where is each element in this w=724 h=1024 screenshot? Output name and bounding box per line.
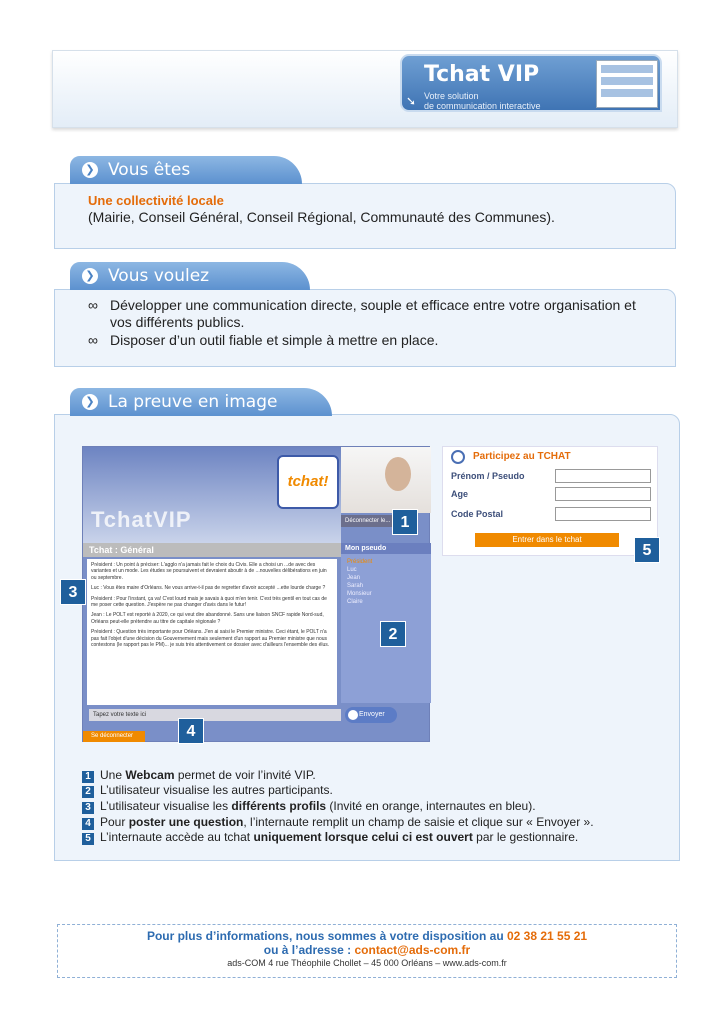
legend-text: L’internaute accède au tchat (100, 830, 254, 844)
chat-input[interactable]: Tapez votre texte ici (89, 709, 341, 721)
legend-4 (82, 815, 594, 830)
legend-text: (Invité en orange, internautes en bleu). (326, 799, 536, 813)
pseudo-label: Prénom / Pseudo (451, 471, 525, 481)
footer-text: Pour plus d’informations, nous sommes à votre disposition au (146, 929, 507, 943)
heading-text: Vous êtes (108, 160, 191, 180)
bubble-text: tchat! (287, 473, 329, 490)
legend-number: 5 (82, 833, 94, 845)
send-label: Envoyer (359, 711, 385, 718)
legend-text: permet de voir l’invité VIP. (174, 768, 316, 782)
brand-sub1: Votre solution (424, 91, 479, 101)
chevron-right-icon: ❯ (82, 268, 98, 284)
age-label: Age (451, 489, 469, 499)
logout-button[interactable]: Se déconnecter (83, 731, 145, 742)
footer-box (57, 924, 677, 978)
legend-3 (82, 799, 536, 814)
brand-title: Tchat VIP (424, 62, 540, 87)
heading-text: Vous voulez (108, 266, 210, 286)
form-title: Participez au TCHAT (473, 451, 571, 462)
send-button[interactable] (345, 707, 397, 723)
postal-input[interactable] (555, 507, 651, 521)
bullet-1-line1: Développer une communication directe, souple et efficace entre votre organisation et (110, 297, 636, 313)
pseudo-item[interactable]: Monsieur (347, 591, 372, 597)
legend-number: 3 (82, 802, 94, 814)
speech-bubble (277, 455, 339, 509)
chevron-right-icon: ❯ (82, 162, 98, 178)
age-input[interactable] (555, 487, 651, 501)
legend-text: par le gestionnaire. (472, 830, 579, 844)
form-title-row (473, 451, 571, 462)
legend-2 (82, 783, 333, 798)
legend-text: Une (100, 768, 126, 782)
pseudo-item[interactable]: Président (347, 559, 373, 565)
chat-message: Jean : Le POLT est reporté à 2020, ce qui veut dire abandonné. Sans une liaison SNCF rapide Nord-sud, Orléans peut-elle prétendre au titre de capitale régionale ? (91, 612, 324, 625)
legend-number: 2 (82, 786, 94, 798)
bullet-2 (88, 332, 668, 350)
chat-message: Président : Question très importante pour Orléans. J'en ai saisi le Premier ministre. Ceci étant, le POLT n'a pas fait l'objet d'une décision du Gouvernement mais seulement d'un rapport au Premier ministre que nous contestons (le rapport pas le PM)... je suis très attentivement ce dossier avec d'ailleurs l'ensemble des élus. (91, 629, 330, 649)
legend-text: L’utilisateur visualise les (100, 799, 232, 813)
tchat-vip-logo (400, 54, 662, 112)
chat-messages (87, 559, 337, 705)
marker-5: 5 (634, 537, 660, 563)
arrow-icon: ➘ (406, 94, 417, 108)
brand-sub2: de communication interactive (424, 101, 541, 111)
chevron-right-icon: ❯ (82, 394, 98, 410)
footer-phone: 02 38 21 55 21 (506, 929, 588, 943)
footer-email[interactable]: contact@ads-com.fr (354, 943, 471, 957)
webcam-image (341, 447, 431, 513)
section-title-preuve (70, 388, 332, 416)
postal-label: Code Postal (451, 509, 504, 519)
thumbnail-image (596, 60, 658, 108)
shot-disconnect-button[interactable]: Déconnecter le... (341, 515, 401, 527)
infinity-bullet-icon: ∞ (88, 332, 98, 348)
footer-address: ads-COM 4 rue Théophile Chollet – 45 000 Orléans – www.ads-com.fr (227, 958, 507, 968)
bullet-1-line2: vos différents publics. (110, 314, 245, 330)
chat-message: Luc : Vous êtes maire d'Orléans. Ne vous arrive-t-il pas de regretter d'avoir accepté ...ette lourde charge ? (91, 585, 326, 592)
legend-bold: poster une question (128, 815, 244, 829)
marker-3: 3 (60, 579, 86, 605)
chat-message: Président : Un point à préciser: L'agglo n'a jamais fait le choix du Civis. Elle a choisi un ...de avec des variantes et un mode. Les études se poursuivent et devraient aboutir à de ...nouvelles délibérations en juin ou septembre. (91, 562, 327, 581)
legend-text: , l’internaute remplit un champ de saisie et clique sur « Envoyer ». (243, 815, 594, 829)
legend-text: Pour (100, 815, 129, 829)
legend-5 (82, 830, 578, 845)
pseudo-item[interactable]: Claire (347, 599, 363, 605)
section-title-vous-voulez (70, 262, 310, 290)
collectivite-label: Une collectivité locale (88, 193, 224, 208)
pseudo-list (341, 554, 431, 610)
tchat-screenshot (82, 446, 430, 742)
chat-message: Président : Pour l'instant, ça va! C'est lourd mais je savais à quoi m'en tenir. C'est très gentil en tout cas de me poser cette question. J'espère ne pas changer d'avis dans le futur! (91, 595, 327, 609)
heading-text: La preuve en image (108, 392, 278, 412)
pseudo-item[interactable]: Jean (347, 575, 361, 581)
person-head (385, 457, 411, 491)
legend-1 (82, 768, 316, 783)
pseudo-item[interactable]: Sarah (347, 583, 364, 589)
collectivite-details: (Mairie, Conseil Général, Conseil Régional, Communauté des Communes). (88, 209, 555, 225)
form-icon (451, 450, 465, 464)
infinity-bullet-icon: ∞ (88, 297, 98, 313)
legend-number: 4 (82, 818, 94, 830)
legend-bold: uniquement lorsque celui ci est ouvert (253, 830, 473, 844)
footer-text: ou à l’adresse : (263, 943, 355, 957)
marker-4: 4 (178, 718, 204, 744)
bullet-1-text (110, 297, 636, 331)
bullet-1 (88, 297, 668, 331)
pseudo-title: Mon pseudo (341, 543, 431, 554)
pseudo-input[interactable] (555, 469, 651, 483)
shot-panel-title: Tchat : Général (83, 543, 341, 557)
shot-logo: TchatVIP (91, 507, 192, 532)
send-icon (348, 710, 358, 720)
section-title-vous-etes (70, 156, 302, 184)
footer-line1 (58, 929, 676, 943)
marker-1: 1 (392, 509, 418, 535)
legend-bold: Webcam (125, 768, 175, 782)
legend-text: L’utilisateur visualise les autres participants. (100, 783, 333, 797)
tchat-form (442, 446, 658, 556)
bullet-2-text: Disposer d’un outil fiable et simple à mettre en place. (110, 332, 439, 348)
footer-line2 (58, 943, 676, 957)
marker-2: 2 (380, 621, 406, 647)
pseudo-item[interactable]: Luc (347, 567, 357, 573)
legend-number: 1 (82, 771, 94, 783)
enter-tchat-button[interactable]: Entrer dans le tchat (475, 533, 619, 547)
legend-bold: différents profils (231, 799, 327, 813)
